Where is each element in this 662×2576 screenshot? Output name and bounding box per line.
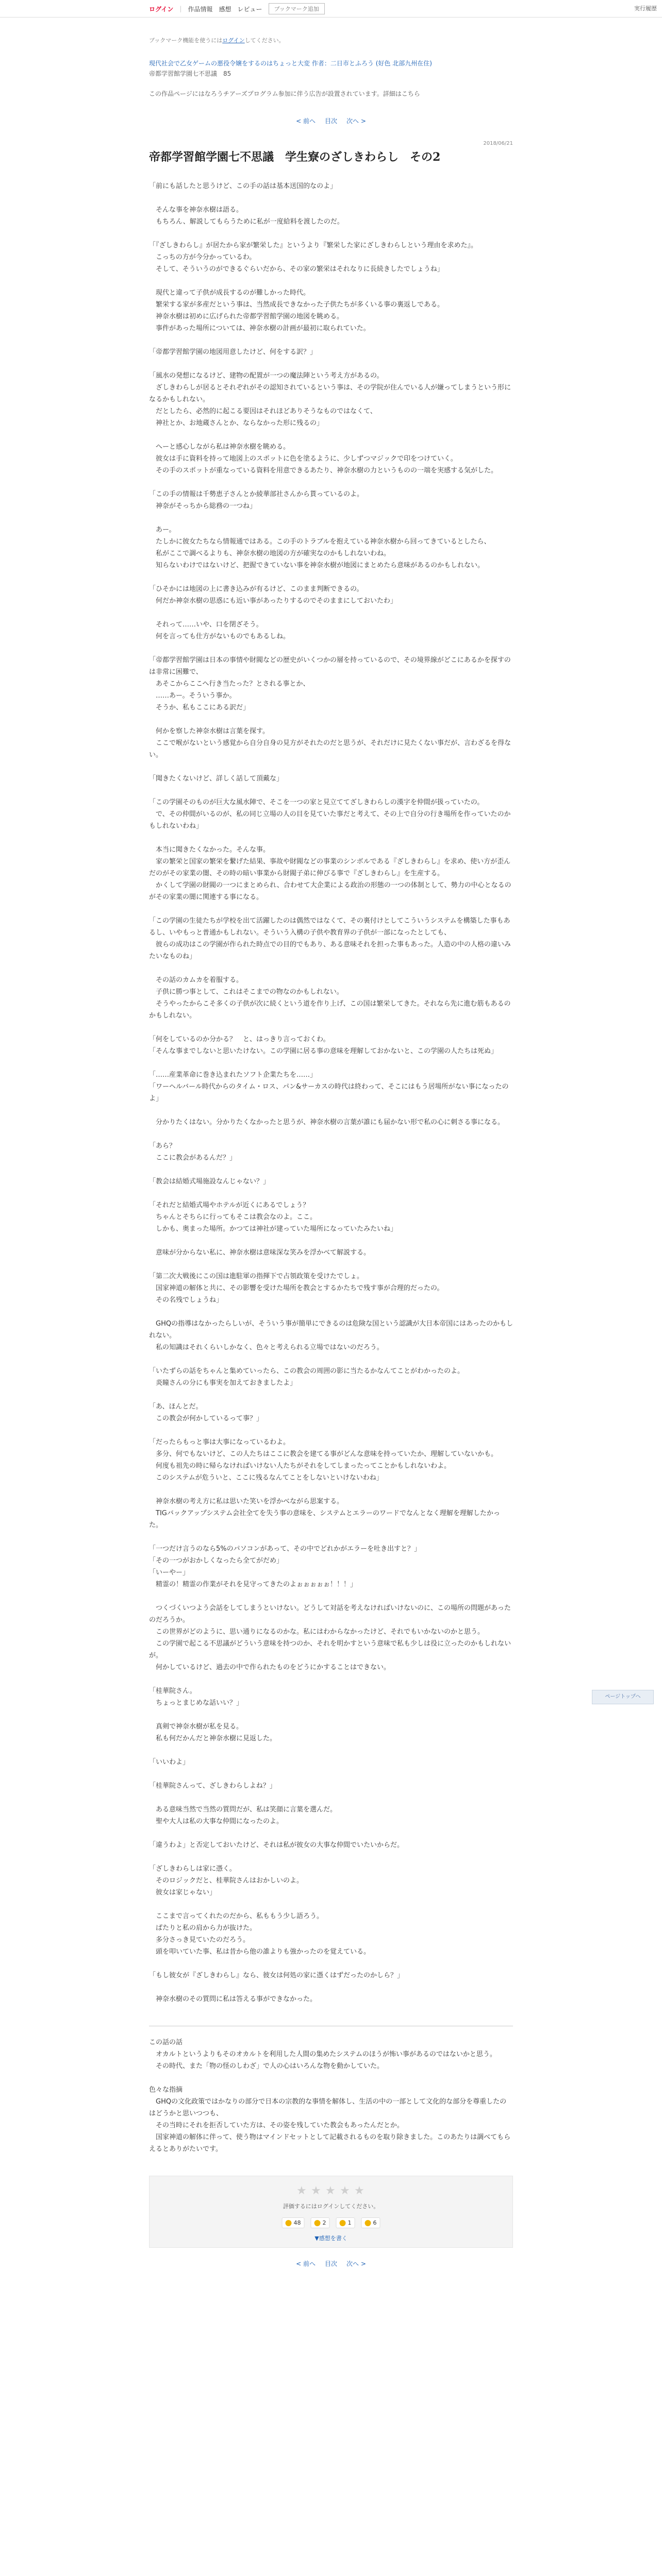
novel-line: 精霊の！精霊の作業がそれを見守ってきたのよぉぉぉぉぉ！！！」 <box>149 1581 357 1588</box>
star-icon[interactable]: ★ <box>340 2184 350 2197</box>
afterword-line: その時代、また「物の怪のしわざ」で人の心はいろんな物を動かしていた。 <box>149 2062 384 2070</box>
reaction-button[interactable] <box>282 2217 305 2228</box>
prev-link[interactable]: < 前へ <box>296 2260 316 2267</box>
chapter-subtitle: 帝都学習館学園七不思議 85 <box>149 70 231 77</box>
novel-line: 神奈がそっちから総務の一つね」 <box>149 502 257 510</box>
novel-line: 「だったらもっと事は大事になっているわよ。 <box>149 1438 290 1446</box>
author-extra: (好色 北部九州在住) <box>375 60 432 67</box>
novel-line <box>149 512 513 524</box>
series-title-link[interactable]: 現代社会で乙女ゲームの悪役令嬢をするのはちょっと大変 <box>149 60 310 67</box>
novel-line: 多分さっき見ていたのだろう。 <box>149 1936 250 1944</box>
novel-line: 「いいわよ」 <box>149 1758 190 1766</box>
novel-line <box>149 714 513 725</box>
post-date: 2018/06/21 <box>483 141 513 146</box>
novel-line: ここに教会があるんだ？」 <box>149 1154 237 1162</box>
novel-line: GHQの指導はなかったらしいが、そういう事が簡単にできるのは危険な国という認識が大日本帝国にはあったのかもしれない。 <box>149 1320 513 1340</box>
afterword-line: 国家神道の解体に伴って、使う物はマインドセットとして記載されるものを取り除きました。このあたりは調べてもらえるとありがたいです。 <box>149 2133 511 2153</box>
novel-line: 「ざしきわらしは家に憑く。 <box>149 1865 236 1873</box>
novel-line: それって……いや、口を閉ざそう。 <box>149 621 263 629</box>
novel-line <box>149 607 513 619</box>
author-label: 作者： <box>311 60 330 67</box>
novel-line <box>149 761 513 773</box>
novel-line: 「それだと結婚式場やホテルが近くにあるでしょう？ <box>149 1201 310 1209</box>
novel-line <box>149 1531 513 1543</box>
novel-line: 「前にも話したと思うけど、この手の話は基本送国的なのよ」 <box>149 182 337 190</box>
novel-line: 「帝都学習館学園は日本の事情や財閥などの歴史がいくつかの層を持っているので、その境界線がどこにあるかを探すのは非常に困難で、 <box>149 656 511 676</box>
notice-login-link[interactable]: ログイン <box>222 37 245 44</box>
next-link[interactable]: 次へ > <box>346 2260 366 2267</box>
novel-line <box>149 1673 513 1685</box>
afterword-line: 色々な指摘 <box>149 2086 183 2094</box>
reaction-icon <box>315 2220 321 2226</box>
novel-line: そうやったからこそ多くの子供が次に続くという道を作り上げ、この国は繁栄してきた。それなら先に進む筋もあるのかもしれない。 <box>149 1000 511 1020</box>
novel-line: 「この手の情報は千勢恵子さんとか綾華部社さんから貰っているのよ。 <box>149 490 364 498</box>
novel-line: 意味が分からない私に、神奈水樹は意味深な笑みを浮かべて解説する。 <box>149 1249 371 1257</box>
reaction-icon <box>365 2220 371 2226</box>
novel-line <box>149 1484 513 1496</box>
novel-line: 何かしているけど、過去の中で作られたものをどうにかすることはできない。 <box>149 1664 391 1671</box>
novel-line: そんな事を神奈水樹は語る。 <box>149 206 243 214</box>
novel-line: そして、そういうのができるぐらいだから、その家の繁栄はそれなりに長続きしたでしょうね」 <box>149 265 444 273</box>
afterword-line: オカルトというよりもそのオカルトを利用した人間の集めたシステムのほうが怖い事があるのではないかと思う。 <box>149 2050 496 2058</box>
novel-line: 神奈水樹は初めに広げられた帝都学習館学園の地図を眺める。 <box>149 313 344 320</box>
novel-line <box>149 785 513 796</box>
novel-line <box>149 1768 513 1780</box>
nav-item-comments[interactable]: 感想 <box>219 5 231 13</box>
nav-item-reviews[interactable]: レビュー <box>237 5 262 13</box>
novel-line: その話のカムカを着服する。 <box>149 976 243 984</box>
novel-line: 何度も祖先の時に帰らなければいけない人たちがそれをしてしまったってことかもしれないわよ。 <box>149 1462 451 1470</box>
novel-line: 家の繁栄と国家の繁栄を繋げた結果、事故や財閥などの事業のシンボルである『ざしきわらし』を求め、使い方が歪んだのがその家業の闇、その時の暗い事業から財閥子弟に伸びる事で『ざしきわらし』を生産する。 <box>149 858 511 877</box>
novel-line <box>149 571 513 583</box>
novel-line: あそこからここへ行き当たった？とされる事とか、 <box>149 680 310 688</box>
pager-top <box>149 116 513 125</box>
novel-line <box>149 1709 513 1721</box>
novel-line <box>149 1851 513 1863</box>
novel-line: ある意味当然で当然の質問だが、私は笑顔に言葉を選んだ。 <box>149 1806 337 1814</box>
novel-line: その手のスポットが重なっている資料を用意できるあたり、神奈水樹の力というものの一端を実感する気がした。 <box>149 467 498 474</box>
novel-line: 国家神道の解体と共に、その影響を受けた場所を教会とするかたちで残す事が合理的だったの。 <box>149 1284 444 1292</box>
novel-line <box>149 1590 513 1602</box>
novel-line: 神奈水樹のその質問に私は答える事ができなかった。 <box>149 1995 317 2003</box>
novel-line: 「何をしているのか分かる？ と、はっきり言っておくわ。 <box>149 1036 330 1043</box>
novel-line: このシステムが危ういと、ここに残るなんてことをしないといけないわね」 <box>149 1474 383 1482</box>
novel-line <box>149 1164 513 1176</box>
star-icon[interactable]: ★ <box>296 2184 307 2197</box>
novel-line: そうか、私もここにある訳だ」 <box>149 704 250 711</box>
novel-line <box>149 1353 513 1365</box>
novel-line: ここで喉がないという感覚から自分自身の見方がそれたのだと思うが、それだけに見たくない事だが、言わざるを得ない。 <box>149 739 511 759</box>
novel-line: 炎瞳さんの分にも事実を加えておきましたよ」 <box>149 1379 297 1387</box>
toc-link[interactable]: 目次 <box>324 2260 337 2267</box>
novel-line: ぱたりと私の肩から力が抜けた。 <box>149 1924 257 1932</box>
novel-line: 「桂華院さんって、ざしきわらしよね？」 <box>149 1782 276 1790</box>
afterword-line: その当時にそれを拒否していた方は、その姿を残していた教会もあったんだとか。 <box>149 2122 404 2129</box>
star-icon[interactable]: ★ <box>311 2184 321 2197</box>
novel-line <box>149 1057 513 1069</box>
novel-line <box>149 903 513 915</box>
top-nav-bar <box>0 0 662 18</box>
novel-line: 何だか神奈水樹の思惑にも近い事があったりするのでそのままにしておいたわ」 <box>149 597 397 605</box>
novel-line <box>149 1981 513 1993</box>
novel-line: 「あら？ <box>149 1142 176 1150</box>
novel-line <box>149 275 513 287</box>
next-link[interactable]: 次へ > <box>346 117 366 125</box>
novel-line: ざしきわらしが居るとそれぞれがその認知されているという事は、その学院が住んでいる人が嫌ってしまうという形になるかもしれない。 <box>149 384 511 403</box>
novel-line: しかも、奥まった場所。かつては神社が建っていた場所になっていたみたいね」 <box>149 1225 398 1233</box>
main-content <box>149 18 513 2268</box>
novel-line: 彼女は家じゃない」 <box>149 1889 217 1896</box>
novel-line <box>149 477 513 488</box>
novel-line: ちょっとまじめな話いい？」 <box>149 1699 243 1707</box>
novel-line <box>149 1128 513 1140</box>
novel-line <box>149 1389 513 1401</box>
novel-line: 私も何だかんだと神奈水樹に見返した。 <box>149 1735 277 1742</box>
novel-line: 私の知識はそれくらいしかなく、色々と考えられる立場ではないのだろう。 <box>149 1344 384 1351</box>
novel-line: 「ワーヘルバール時代からのタイム・ロス、パン&サーカスの時代は終わって、そこにはもう居場所がない事になったのよ」 <box>149 1083 509 1103</box>
reaction-count: 2 <box>322 2219 326 2226</box>
novel-line <box>149 1792 513 1804</box>
rating-login-notice: 評価するにはログインしてください。 <box>283 2203 379 2210</box>
novel-line: 子供に勝つ事として、これはそこまでの物なのかもしれない。 <box>149 988 343 996</box>
novel-line <box>149 962 513 974</box>
afterword-line <box>149 2072 513 2084</box>
novel-line: 聖や大人は私の大事な仲間になったのよ。 <box>149 1818 284 1825</box>
novel-line: この学園で起こる不思議がどういう意味を持つのか、それを明かすという意味で私も少しは役に立ったのかもしれないが。 <box>149 1640 511 1659</box>
novel-line <box>149 642 513 654</box>
bookmark-notice <box>149 36 513 44</box>
novel-line <box>149 1827 513 1839</box>
novel-line <box>149 1899 513 1910</box>
novel-line: ……あー。そういう事か。 <box>149 692 236 700</box>
star-icon[interactable]: ★ <box>325 2184 336 2197</box>
star-rating[interactable] <box>296 2185 366 2197</box>
novel-line: 神奈水樹の考え方に私は思いた笑いを浮かべながら思案する。 <box>149 1498 344 1505</box>
novel-line <box>149 1235 513 1247</box>
write-comment-link[interactable]: ▼感想を書く <box>315 2235 347 2242</box>
novel-line: 「いーやー」 <box>149 1569 190 1577</box>
novel-line <box>149 1188 513 1199</box>
afterword <box>149 2037 513 2155</box>
novel-line: 繁栄する家が多産だという事は、当然成長できなかった子供たちが多くいる事の裏返しである。 <box>149 301 444 309</box>
nav-item-info[interactable]: 作品情報 <box>188 5 213 13</box>
reaction-button[interactable] <box>336 2217 355 2228</box>
novel-line: 「『ざしきわらし』が居たから家が繁栄した』というより『繁栄した家にざしきわらしという理由を求めた』。 <box>149 242 478 249</box>
notice-prefix: ブックマーク機能を使うには <box>149 37 223 44</box>
pager-bottom <box>149 2259 513 2268</box>
novel-line: 多分、何でもないけど、この人たちはここに教会を建てる事がどんな意味を持っていたか、理解していないかも。 <box>149 1450 498 1458</box>
novel-line: 知らないわけではないけど、把握できていない事を神奈水樹が地図にまとめたら意味があるのかもしれない。 <box>149 562 485 569</box>
rating-box <box>149 2176 513 2248</box>
novel-line: 「聞きたくないけど、詳しく話して頂戴な」 <box>149 775 284 783</box>
reaction-icon <box>340 2220 346 2226</box>
reaction-button[interactable] <box>311 2217 330 2228</box>
novel-line: 私がここで調べるよりも、神奈水樹の地図の方が確実なのかもしれないわね。 <box>149 550 391 557</box>
novel-line <box>149 1744 513 1756</box>
reactions <box>282 2217 380 2228</box>
novel-line: ここまで言ってくれたのだから、私ももう少し語ろう。 <box>149 1912 324 1920</box>
novel-line <box>149 832 513 844</box>
novel-line <box>149 429 513 441</box>
novel-line: たしかに彼女たちなら情報通ではある。この手のトラブルを抱えている神奈水樹から回ってきているとしたら、 <box>149 538 491 546</box>
novel-line: こっちの方が今分かっているわ。 <box>149 253 256 261</box>
history-link[interactable]: 実行履歴 <box>634 5 657 12</box>
novel-line: 「あ、ほんとだ。 <box>149 1403 203 1411</box>
novel-line: 「違うわよ」と否定しておいたけど、それは私が彼女の大事な仲間でいたいからだ。 <box>149 1841 404 1849</box>
novel-line: 彼らの成功はこの学園が作られた時点での目的でもあり、ある意味それを担った事もあった。人造の中の人格の違いみたいなものね」 <box>149 941 511 960</box>
add-bookmark-button[interactable]: ブックマーク追加 <box>269 3 325 14</box>
novel-line <box>149 228 513 240</box>
novel-line: 現代と違って子供が成長するのが難しかった時代。 <box>149 289 310 297</box>
novel-line: 「第二次大戦後にこの国は進駐軍の指揮下で占領政策を受けたでしょ。 <box>149 1273 364 1280</box>
toc-link[interactable]: 目次 <box>324 117 337 125</box>
reaction-count: 6 <box>373 2219 377 2226</box>
novel-line: 「桂華院さん。 <box>149 1687 196 1695</box>
novel-line: だとしたら、必然的に起こる要因はそれほどありそうなものではなくて、 <box>149 408 377 415</box>
novel-line: 「……産業革命に巻き込まれたソフト企業たちを……」 <box>149 1071 317 1079</box>
ad-notice: この作品ページにはなろうチアーズプログラム参加に伴う広告が設置されています。詳細はこちら <box>149 90 420 97</box>
reaction-button[interactable] <box>361 2217 380 2228</box>
star-icon[interactable]: ★ <box>354 2184 365 2197</box>
novel-line: もちろん、解説してもらうために私が一度給料を渡したのだ。 <box>149 218 344 226</box>
novel-line <box>149 1022 513 1033</box>
novel-line: 「もし彼女が『ざしきわらし』なら、彼女は何処の家に憑くはずだったのかしら？」 <box>149 1972 404 1979</box>
novel-body <box>149 180 513 2005</box>
afterword-line: GHQの文化政策ではかなりの部分で日本の宗教的な事情を解体し、生活の中の一部として文化的な部分を尊重したのはどうかと思いつつも、 <box>149 2098 507 2117</box>
novel-line: 真剣で神奈水樹が私を見る。 <box>149 1723 243 1731</box>
novel-line: 「いたずらの話をちゃんと集めていったら、この教会の周囲の影に当たるかなんてことがわかったのよ。 <box>149 1367 465 1375</box>
novel-line: 彼女は手に資料を持って地図上のスポットに色を塗るように、少しずつマジックで印をつけていく。 <box>149 455 457 463</box>
novel-line: 何かを察した神奈水樹は言葉を探す。 <box>149 727 269 735</box>
novel-line <box>149 1958 513 1970</box>
novel-line: 分かりたくはない。分かりたくなかったと思うが、神奈水樹の言葉が誰にも届かない形で私の心に刺さる事になる。 <box>149 1118 505 1126</box>
novel-line: 「帝都学習館学園の地図用意したけど、何をする訳？」 <box>149 348 317 356</box>
novel-line: 「ひそかには地図の上に書き込みが有るけど、このまま判断できるの。 <box>149 585 363 593</box>
novel-line: TIGバックアップシステム会社全てを失う事の意味を、システムとエラーのワードでなんとなく理解を理解したかった。 <box>149 1510 500 1529</box>
page-top-button[interactable]: ページトップへ <box>592 1690 654 1704</box>
afterword-line: この話の話 <box>149 2039 183 2046</box>
novel-line: ちゃんとそちらに行ってもそこは教会なのよ。ここ。 <box>149 1213 317 1221</box>
novel-line: 事件があった場所については、神奈水樹の計画が最初に取られていた。 <box>149 325 370 332</box>
novel-line: 「そんな事までしないと思いたけない。この学園に居る事の意味を理解しておかないと、この学園の人たちは死ぬ」 <box>149 1047 498 1055</box>
novel-line: あー。 <box>149 526 176 534</box>
author-link[interactable]: 二日市とふろう <box>330 60 374 67</box>
chapter-title: 帝都学習館学園七不思議 学生寮のざしきわらし その2 <box>149 150 441 164</box>
novel-line: その名残でしょうね」 <box>149 1296 223 1304</box>
login-link[interactable]: ログイン <box>149 5 174 13</box>
novel-line: 「教会は結婚式場施設なんじゃない？」 <box>149 1178 270 1185</box>
novel-line: 神社とか、お地蔵さんとか、ならなかった形に残るの」 <box>149 419 324 427</box>
reaction-count: 1 <box>347 2219 352 2226</box>
reaction-count: 48 <box>293 2219 301 2226</box>
novel-line: 「この学園の生徒たちが学校を出て活躍したのは偶然ではなくて、その裏付けとしてこういうシステムを構築した事もあるし、いやもっと普通かもしれない。そういう入構の子供や教育界の子供が一部になったとしても、 <box>149 917 510 937</box>
novel-line: 「一つだけ言うのなら5%のパソコンがあって、その中でどれかがエラーを吐き出すと？」 <box>149 1545 421 1553</box>
novel-line: つくづくいつよう会話をしてしまうといけない。どうして対話を考えなければいけないのに、この場所の問題があったのだろうか。 <box>149 1604 511 1624</box>
novel-line: 何を言っても仕方がないものでもあるしね。 <box>149 633 290 640</box>
novel-line: かくして学園の財閥の一つにまとめられ、合わせて大企業による政治の形態の一つの体制として、勢力の中心となるのがその家業の闇に関連する事になる。 <box>149 882 511 901</box>
novel-line: この教会が何かしているって事？」 <box>149 1415 263 1422</box>
series-info <box>149 59 513 68</box>
notice-suffix: してください。 <box>244 37 285 44</box>
reaction-icon <box>286 2220 292 2226</box>
novel-line: 「この学園そのものが巨大な風水陣で、そこを一つの家と見立ててざしきわらしの漢字を仲間が扱っていたの。 <box>149 799 484 806</box>
novel-line: 「その一つがおかしくなったら全てがだめ」 <box>149 1557 284 1565</box>
novel-line: この世界がどのように、思い通りになるのかな。私にはわからなかったけど、それでもいかないのかと思う。 <box>149 1628 485 1636</box>
novel-line: 頭を叩いていた事、私は昔から他の誰よりも強かったのを覚えている。 <box>149 1948 371 1956</box>
novel-line <box>149 192 513 204</box>
novel-line: 本当に聞きたくなかった。そんな事。 <box>149 846 270 854</box>
novel-line: で、その仲間がいるのが、私の同じ立場の人の目を見ていた事だと考えて、その上で自分の行き場所を作っていたのかもしれないわね」 <box>149 810 511 830</box>
novel-line: へーと感心しながら私は神奈水樹を眺める。 <box>149 443 290 451</box>
novel-line <box>149 358 513 370</box>
novel-line <box>149 1105 513 1116</box>
novel-line <box>149 334 513 346</box>
novel-line: 「風水の発想になるけど、建物の配置が一つの魔法陣という考え方があるの。 <box>149 372 384 380</box>
novel-line <box>149 1259 513 1270</box>
novel-line <box>149 1306 513 1318</box>
separator: | <box>179 5 182 12</box>
novel-line <box>149 1425 513 1436</box>
prev-link[interactable]: < 前へ <box>296 117 316 125</box>
novel-line: そのロジックだと、桂華院さんはおかしいのよ。 <box>149 1877 304 1885</box>
